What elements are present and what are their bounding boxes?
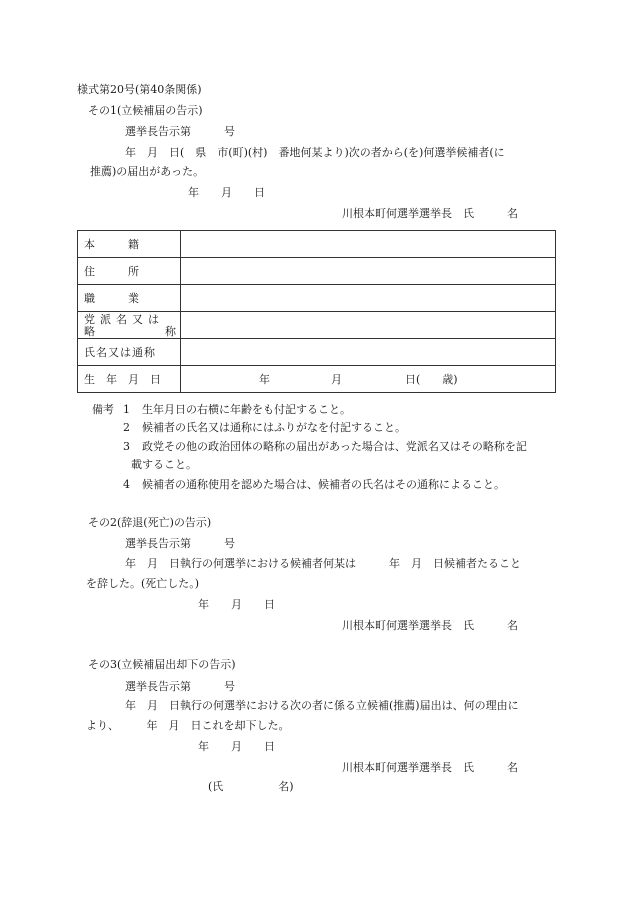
dob-year: 年 [259,373,270,386]
table-row-occupation [78,285,556,312]
row-value-honseki [181,231,556,258]
table-row-address [78,258,556,285]
row-label-address: 住 所 [78,258,181,285]
section2-notice-number: 選挙長告示第 号 [125,537,235,550]
dob-month: 月 [331,373,342,386]
section2-body-line1: 年 月 日執行の何選挙における候補者何某は 年 月 日候補者たること [125,557,521,570]
note-1-text: 生年月日の右横に年齢をも付記すること。 [142,403,351,416]
note-2-text: 候補者の氏名又は通称にはふりがなを付記すること。 [142,421,406,434]
row-label-birthdate: 生 年 月 日 [78,366,181,393]
row-value-party [181,312,556,339]
section1-notice-number: 選挙長告示第 号 [125,125,235,138]
note-4-number: 4 [123,478,130,491]
section2-heading: その2(辞退(死亡)の告示) [88,516,212,529]
section1-body-line2: 推薦)の届出があった。 [90,165,205,178]
row-label-party-abbr-a: 略 [84,324,95,338]
row-label-honseki: 本 籍 [78,231,181,258]
row-label-party-abbr-b: 称 [165,324,176,338]
table-row-birthdate [78,366,556,393]
section3-body-line2: より、 年 月 日これを却下した。 [86,719,290,732]
dob-day: 日( 歳) [405,373,458,386]
note-3-text-cont: 載すること。 [131,458,197,471]
table-row-party [78,312,556,339]
row-label-party-line1: 党派名又は [84,312,164,326]
notes-title: 備考 [92,403,114,416]
section1-body-line1: 年 月 日( 県 市(町)(村) 番地何某より)次の者から(を)何選挙候補者(に [125,146,505,159]
note-1-number: 1 [123,403,130,416]
note-4-text: 候補者の通称使用を認めた場合は、候補者の氏名はその通称によること。 [142,478,505,491]
section3-notice-number: 選挙長告示第 号 [125,680,235,693]
row-value-address [181,258,556,285]
note-2-number: 2 [123,421,130,434]
section1-heading: その1(立候補届の告示) [88,104,203,117]
section3-body-line1: 年 月 日執行の何選挙における次の者に係る立候補(推薦)届出は、何の理由に [125,699,519,712]
row-label-occupation: 職 業 [78,285,181,312]
form-number: 様式第20号(第40条関係) [77,83,202,96]
section3-name-line: (氏 名) [208,780,294,793]
row-value-name [181,339,556,366]
row-value-birthdate [181,366,556,393]
section1-date: 年 月 日 [188,186,265,199]
section1-signature: 川根本町何選挙選挙長 氏 名 [342,207,518,220]
note-3-number: 3 [123,440,130,453]
row-value-occupation [181,285,556,312]
row-label-party-line2 [84,326,176,337]
section3-heading: その3(立候補届出却下の告示) [88,658,236,671]
row-label-name: 氏名又は通称 [78,339,181,366]
row-label-party [78,312,181,339]
section3-signature: 川根本町何選挙選挙長 氏 名 [342,761,518,774]
candidate-info-table [77,230,556,393]
section2-signature: 川根本町何選挙選挙長 氏 名 [342,619,518,632]
section2-date: 年 月 日 [198,598,275,611]
table-row-name [78,339,556,366]
section3-date: 年 月 日 [198,740,275,753]
note-3-text: 政党その他の政治団体の略称の届出があった場合は、党派名又はその略称を記 [142,440,527,453]
table-row-honseki [78,231,556,258]
section2-body-line2: を辞した。(死亡した。) [86,577,200,590]
